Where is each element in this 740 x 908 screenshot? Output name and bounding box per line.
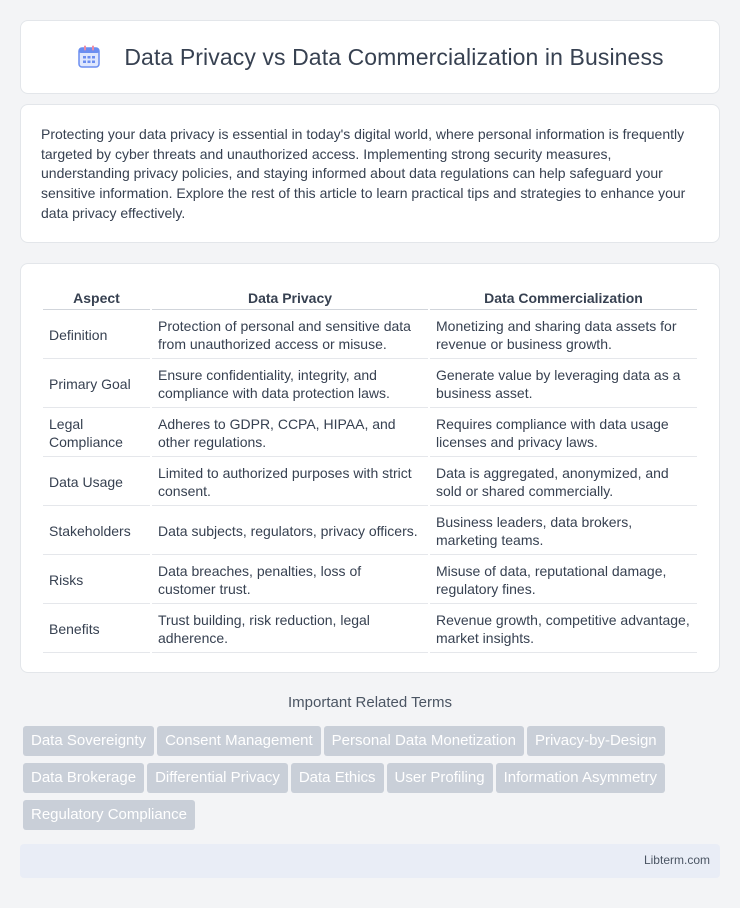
page-title: Data Privacy vs Data Commercialization in Business [124,43,664,70]
related-terms-list [23,726,723,837]
related-term-tag[interactable]: User Profiling [387,763,493,793]
header-data-privacy: Data Privacy [152,286,428,310]
row-aspect: Stakeholders [43,508,150,555]
row-data-commercialization: Misuse of data, reputational damage, regulatory fines. [430,557,697,604]
table-row [43,459,697,506]
row-aspect: Data Usage [43,459,150,506]
table-row [43,508,697,555]
row-data-privacy: Limited to authorized purposes with strict consent. [152,459,428,506]
related-term-tag[interactable]: Data Ethics [291,763,384,793]
related-term-tag[interactable]: Data Sovereignty [23,726,154,756]
comparison-card [20,263,720,673]
calendar-icon [76,44,102,70]
related-term-tag[interactable]: Privacy-by-Design [527,726,665,756]
related-term-tag[interactable]: Information Asymmetry [496,763,665,793]
row-data-privacy: Trust building, risk reduction, legal adherence. [152,606,428,653]
related-term-tag[interactable]: Differential Privacy [147,763,288,793]
row-data-privacy: Adheres to GDPR, CCPA, HIPAA, and other regulations. [152,410,428,457]
related-terms-title: Important Related Terms [288,694,452,711]
row-data-privacy: Data breaches, penalties, loss of customer trust. [152,557,428,604]
row-data-commercialization: Monetizing and sharing data assets for revenue or business growth. [430,312,697,359]
related-term-tag[interactable]: Data Brokerage [23,763,144,793]
row-data-commercialization: Revenue growth, competitive advantage, market insights. [430,606,697,653]
intro-card [20,104,720,243]
table-row [43,312,697,359]
table-row [43,606,697,653]
row-data-privacy: Ensure confidentiality, integrity, and compliance with data protection laws. [152,361,428,408]
header-data-commercialization: Data Commercialization [430,286,697,310]
related-term-tag[interactable]: Personal Data Monetization [324,726,524,756]
related-term-tag[interactable]: Consent Management [157,726,321,756]
row-aspect: Risks [43,557,150,604]
row-aspect: Primary Goal [43,361,150,408]
table-row [43,557,697,604]
row-data-commercialization: Data is aggregated, anonymized, and sold or shared commercially. [430,459,697,506]
row-data-commercialization: Business leaders, data brokers, marketing teams. [430,508,697,555]
table-header-row [43,286,697,310]
row-data-privacy: Data subjects, regulators, privacy officers. [152,508,428,555]
comparison-table [41,284,699,655]
row-data-privacy: Protection of personal and sensitive data from unauthorized access or misuse. [152,312,428,359]
table-row [43,361,697,408]
row-data-commercialization: Generate value by leveraging data as a business asset. [430,361,697,408]
related-term-tag[interactable]: Regulatory Compliance [23,800,195,830]
header-card [20,20,720,94]
intro-text: Protecting your data privacy is essential in today's digital world, where personal information is frequently targeted by cyber threats and unauthorized access. Implementing strong security measures, understanding privacy policies, and staying informed about data regulations can help safeguard your sensitive information. Explore the rest of this article to learn practical tips and strategies to enhance your data privacy effectively. [41,126,686,221]
footer [20,844,720,878]
row-aspect: Legal Compliance [43,410,150,457]
row-aspect: Definition [43,312,150,359]
row-aspect: Benefits [43,606,150,653]
footer-site-link[interactable]: Libterm.com [643,853,710,867]
row-data-commercialization: Requires compliance with data usage licenses and privacy laws. [430,410,697,457]
header-aspect: Aspect [43,286,150,310]
table-row [43,410,697,457]
